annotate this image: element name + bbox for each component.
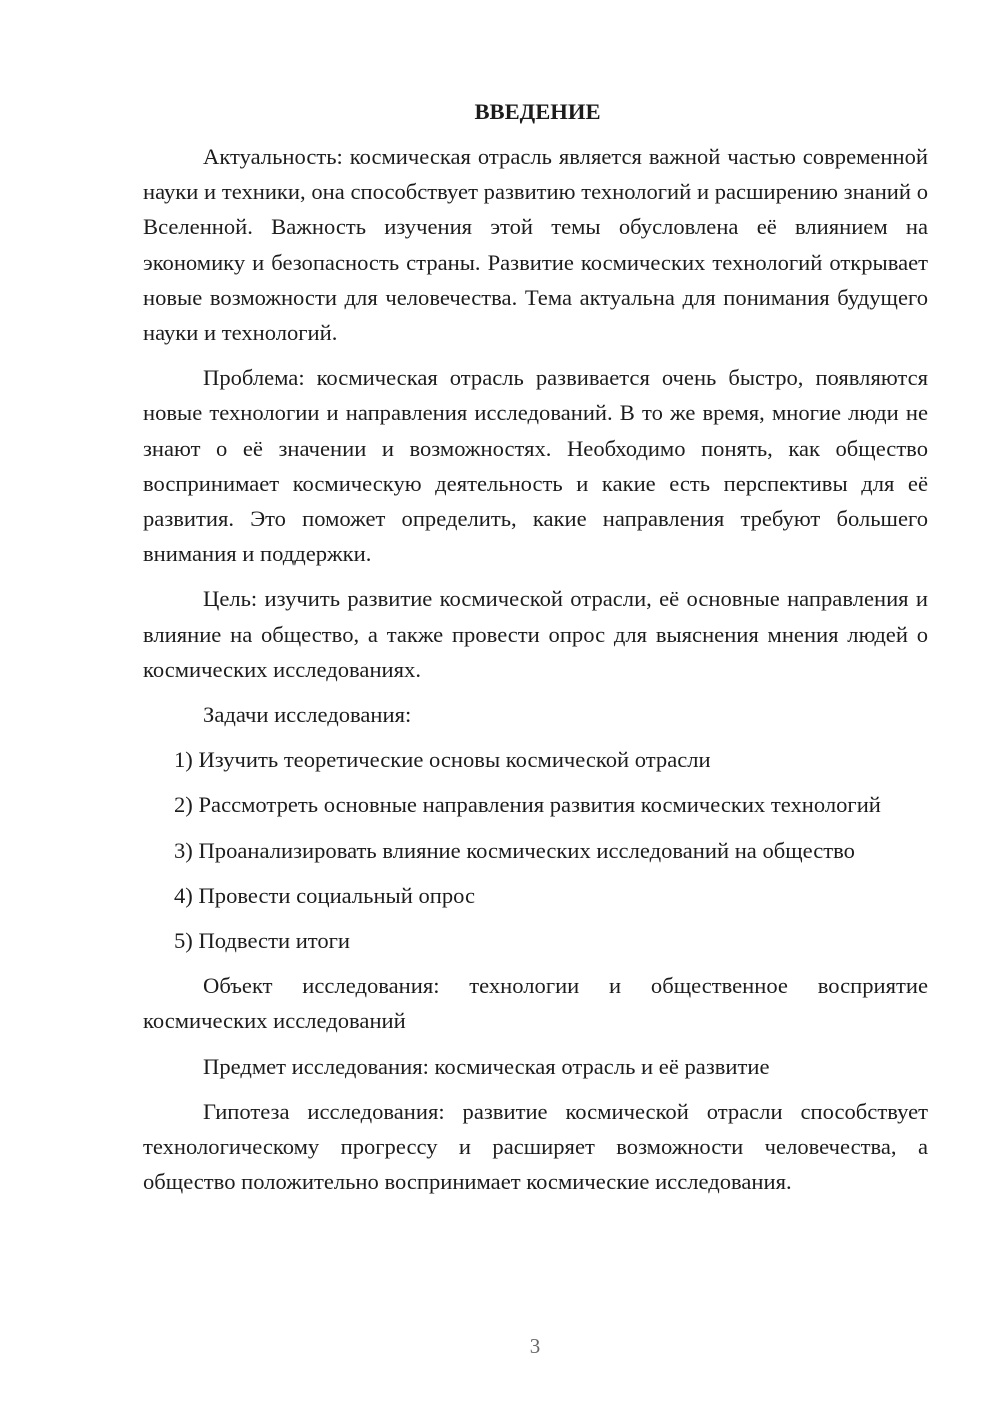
object-paragraph: Объект исследования: технологии и общественное восприятие космических исследований (143, 973, 928, 1034)
section-heading: ВВЕДЕНИЕ (474, 99, 601, 124)
tasks-heading: Задачи исследования: (203, 702, 412, 728)
task-item: 5) Подвести итоги (174, 928, 351, 954)
task-item: 2) Рассмотреть основные направления развития космических технологий (174, 792, 881, 818)
task-item: 3) Проанализировать влияние космических исследований на общество (174, 837, 855, 863)
problem-paragraph: Проблема: космическая отрасль развивается очень быстро, появляются новые технологии и направления исследований. В то же время, многие люди не знают о её значении и возможностях. Необходимо понять, как общество воспринимает космическую деятельность и какие есть перспективы для её развития. Это поможет определить, какие направления требуют большего внимания и поддержки. (143, 365, 928, 567)
subject-paragraph: Предмет исследования: космическая отрасль и её развитие (203, 1053, 770, 1079)
hypothesis-paragraph: Гипотеза исследования: развитие космической отрасли способствует технологическому прогрессу и расширяет возможности человечества, а общество положительно воспринимает космические исследования. (143, 1098, 928, 1195)
page-number: 3 (529, 1334, 541, 1358)
relevance-paragraph: Актуальность: космическая отрасль является важной частью современной науки и техники, она способствует развитию технологий и расширению знаний о Вселенной. Важность изучения этой темы обусловлена её влиянием на экономику и безопасность страны. Развитие космических технологий открывает новые возможности для человечества. Тема актуальна для понимания будущего науки и технологий. (143, 144, 928, 346)
goal-paragraph: Цель: изучить развитие космической отрасли, её основные направления и влияние на общество, а также провести опрос для выяснения мнения людей о космических исследованиях. (143, 586, 928, 682)
task-item: 4) Провести социальный опрос (174, 882, 476, 908)
page-body (143, 96, 928, 1209)
task-item: 1) Изучить теоретические основы космической отрасли (174, 747, 711, 773)
